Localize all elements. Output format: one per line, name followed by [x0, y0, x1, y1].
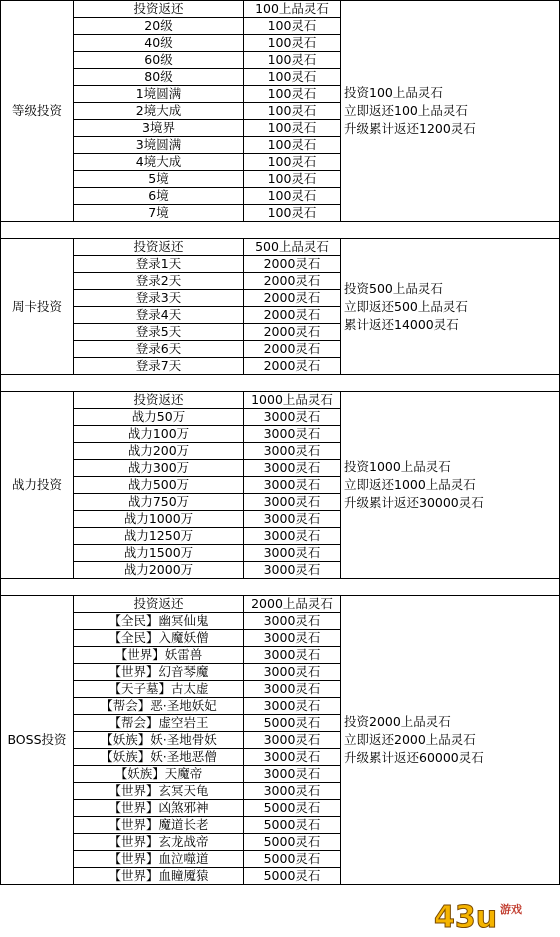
header-label: 投资返还: [74, 239, 244, 256]
note-line: 升级累计返还1200灵石: [344, 121, 476, 136]
section-name: 周卡投资: [1, 239, 74, 375]
reward-cell: 100灵石: [244, 52, 341, 69]
milestone-cell: 【世界】血泣噬道: [74, 851, 244, 868]
section-notes: [341, 596, 560, 885]
milestone-cell: 战力750万: [74, 494, 244, 511]
note-line: 立即返还100上品灵石: [344, 103, 468, 118]
reward-cell: 2000灵石: [244, 290, 341, 307]
reward-cell: 2000灵石: [244, 358, 341, 375]
watermark-text: 43u: [434, 900, 498, 931]
milestone-cell: 【世界】妖雷兽: [74, 647, 244, 664]
milestone-cell: 【帮会】恶·圣地妖妃: [74, 698, 244, 715]
milestone-cell: 【世界】魔道长老: [74, 817, 244, 834]
milestone-cell: 【妖族】妖·圣地恶僧: [74, 749, 244, 766]
section-notes: [341, 1, 560, 222]
reward-cell: 3000灵石: [244, 562, 341, 579]
milestone-cell: 战力200万: [74, 443, 244, 460]
note-line: 投资1000上品灵石: [344, 459, 451, 474]
reward-cell: 100灵石: [244, 154, 341, 171]
reward-cell: 3000灵石: [244, 732, 341, 749]
milestone-cell: 【世界】幻音琴魔: [74, 664, 244, 681]
header-label: 投资返还: [74, 1, 244, 18]
section-name: BOSS投资: [1, 596, 74, 885]
reward-cell: 3000灵石: [244, 630, 341, 647]
reward-cell: 3000灵石: [244, 477, 341, 494]
spacer-cell: [1, 579, 560, 596]
milestone-cell: 战力1500万: [74, 545, 244, 562]
header-label: 投资返还: [74, 596, 244, 613]
reward-cell: 5000灵石: [244, 800, 341, 817]
milestone-cell: 战力1000万: [74, 511, 244, 528]
reward-cell: 3000灵石: [244, 783, 341, 800]
milestone-cell: 登录2天: [74, 273, 244, 290]
note-line: 立即返还2000上品灵石: [344, 732, 476, 747]
milestone-cell: 战力50万: [74, 409, 244, 426]
milestone-cell: 2境大成: [74, 103, 244, 120]
reward-cell: 3000灵石: [244, 409, 341, 426]
milestone-cell: 登录6天: [74, 341, 244, 358]
milestone-cell: 【妖族】天魔帝: [74, 766, 244, 783]
reward-cell: 2000灵石: [244, 307, 341, 324]
section-header-row: [1, 596, 560, 613]
reward-cell: 100灵石: [244, 18, 341, 35]
note-line: 投资500上品灵石: [344, 280, 443, 296]
milestone-cell: 【世界】玄冥天龟: [74, 783, 244, 800]
reward-cell: 3000灵石: [244, 766, 341, 783]
milestone-cell: 战力2000万: [74, 562, 244, 579]
reward-cell: 5000灵石: [244, 715, 341, 732]
milestone-cell: 60级: [74, 52, 244, 69]
watermark-sub: 游戏: [500, 903, 522, 916]
reward-cell: 100灵石: [244, 120, 341, 137]
milestone-cell: 1境圆满: [74, 86, 244, 103]
reward-cell: 3000灵石: [244, 426, 341, 443]
milestone-cell: 80级: [74, 69, 244, 86]
reward-cell: 3000灵石: [244, 460, 341, 477]
reward-cell: 2000灵石: [244, 341, 341, 358]
reward-cell: 2000灵石: [244, 324, 341, 341]
milestone-cell: 战力500万: [74, 477, 244, 494]
header-amount: 1000上品灵石: [244, 392, 341, 409]
milestone-cell: 3境圆满: [74, 137, 244, 154]
section-notes: [341, 392, 560, 579]
reward-cell: 5000灵石: [244, 868, 341, 885]
reward-cell: 3000灵石: [244, 613, 341, 630]
reward-cell: 3000灵石: [244, 664, 341, 681]
reward-cell: 5000灵石: [244, 817, 341, 834]
section-spacer-row: [1, 222, 560, 239]
reward-cell: 3000灵石: [244, 443, 341, 460]
reward-cell: 3000灵石: [244, 647, 341, 664]
reward-cell: 3000灵石: [244, 681, 341, 698]
reward-cell: 100灵石: [244, 103, 341, 120]
reward-cell: 100灵石: [244, 86, 341, 103]
reward-cell: 3000灵石: [244, 545, 341, 562]
investment-table-body: [1, 1, 560, 885]
milestone-cell: 登录5天: [74, 324, 244, 341]
section-header-row: [1, 1, 560, 18]
header-amount: 100上品灵石: [244, 1, 341, 18]
reward-cell: 5000灵石: [244, 834, 341, 851]
milestone-cell: 【世界】血瞳魇猿: [74, 868, 244, 885]
reward-cell: 100灵石: [244, 137, 341, 154]
milestone-cell: 【世界】凶煞邪神: [74, 800, 244, 817]
section-notes: [341, 239, 560, 375]
milestone-cell: 【全民】入魔妖僧: [74, 630, 244, 647]
reward-cell: 100灵石: [244, 171, 341, 188]
section-header-row: [1, 239, 560, 256]
note-line: 投资100上品灵石: [344, 85, 443, 100]
reward-cell: 3000灵石: [244, 511, 341, 528]
reward-cell: 3000灵石: [244, 698, 341, 715]
note-line: 升级累计返还60000灵石: [344, 750, 484, 765]
section-header-row: [1, 392, 560, 409]
milestone-cell: 6境: [74, 188, 244, 205]
spacer-cell: [1, 222, 560, 239]
note-line: 累计返还14000灵石: [344, 316, 459, 332]
section-spacer-row: [1, 579, 560, 596]
header-amount: 2000上品灵石: [244, 596, 341, 613]
spacer-cell: [1, 375, 560, 392]
milestone-cell: 登录4天: [74, 307, 244, 324]
milestone-cell: 登录1天: [74, 256, 244, 273]
reward-cell: 5000灵石: [244, 851, 341, 868]
reward-cell: 100灵石: [244, 69, 341, 86]
milestone-cell: 【全民】幽冥仙鬼: [74, 613, 244, 630]
section-spacer-row: [1, 375, 560, 392]
milestone-cell: 战力1250万: [74, 528, 244, 545]
section-name: 等级投资: [1, 1, 74, 222]
milestone-cell: 战力300万: [74, 460, 244, 477]
milestone-cell: 4境大成: [74, 154, 244, 171]
header-amount: 500上品灵石: [244, 239, 341, 256]
reward-cell: 2000灵石: [244, 256, 341, 273]
milestone-cell: 5境: [74, 171, 244, 188]
header-label: 投资返还: [74, 392, 244, 409]
milestone-cell: 战力100万: [74, 426, 244, 443]
milestone-cell: 【妖族】妖·圣地骨妖: [74, 732, 244, 749]
reward-cell: 3000灵石: [244, 749, 341, 766]
note-line: 投资2000上品灵石: [344, 714, 451, 729]
milestone-cell: 【天子墓】古太虚: [74, 681, 244, 698]
reward-cell: 100灵石: [244, 205, 341, 222]
reward-cell: 3000灵石: [244, 528, 341, 545]
site-watermark-logo: [434, 899, 552, 931]
milestone-cell: 登录7天: [74, 358, 244, 375]
reward-cell: 100灵石: [244, 35, 341, 52]
note-line: 立即返还1000上品灵石: [344, 477, 476, 492]
milestone-cell: 登录3天: [74, 290, 244, 307]
note-line: 升级累计返还30000灵石: [344, 495, 484, 510]
milestone-cell: 20级: [74, 18, 244, 35]
section-name: 战力投资: [1, 392, 74, 579]
reward-cell: 100灵石: [244, 188, 341, 205]
milestone-cell: 3境界: [74, 120, 244, 137]
milestone-cell: 7境: [74, 205, 244, 222]
milestone-cell: 40级: [74, 35, 244, 52]
milestone-cell: 【世界】玄龙战帝: [74, 834, 244, 851]
reward-cell: 3000灵石: [244, 494, 341, 511]
milestone-cell: 【帮会】虚空岩王: [74, 715, 244, 732]
note-line: 立即返还500上品灵石: [344, 298, 468, 314]
reward-cell: 2000灵石: [244, 273, 341, 290]
